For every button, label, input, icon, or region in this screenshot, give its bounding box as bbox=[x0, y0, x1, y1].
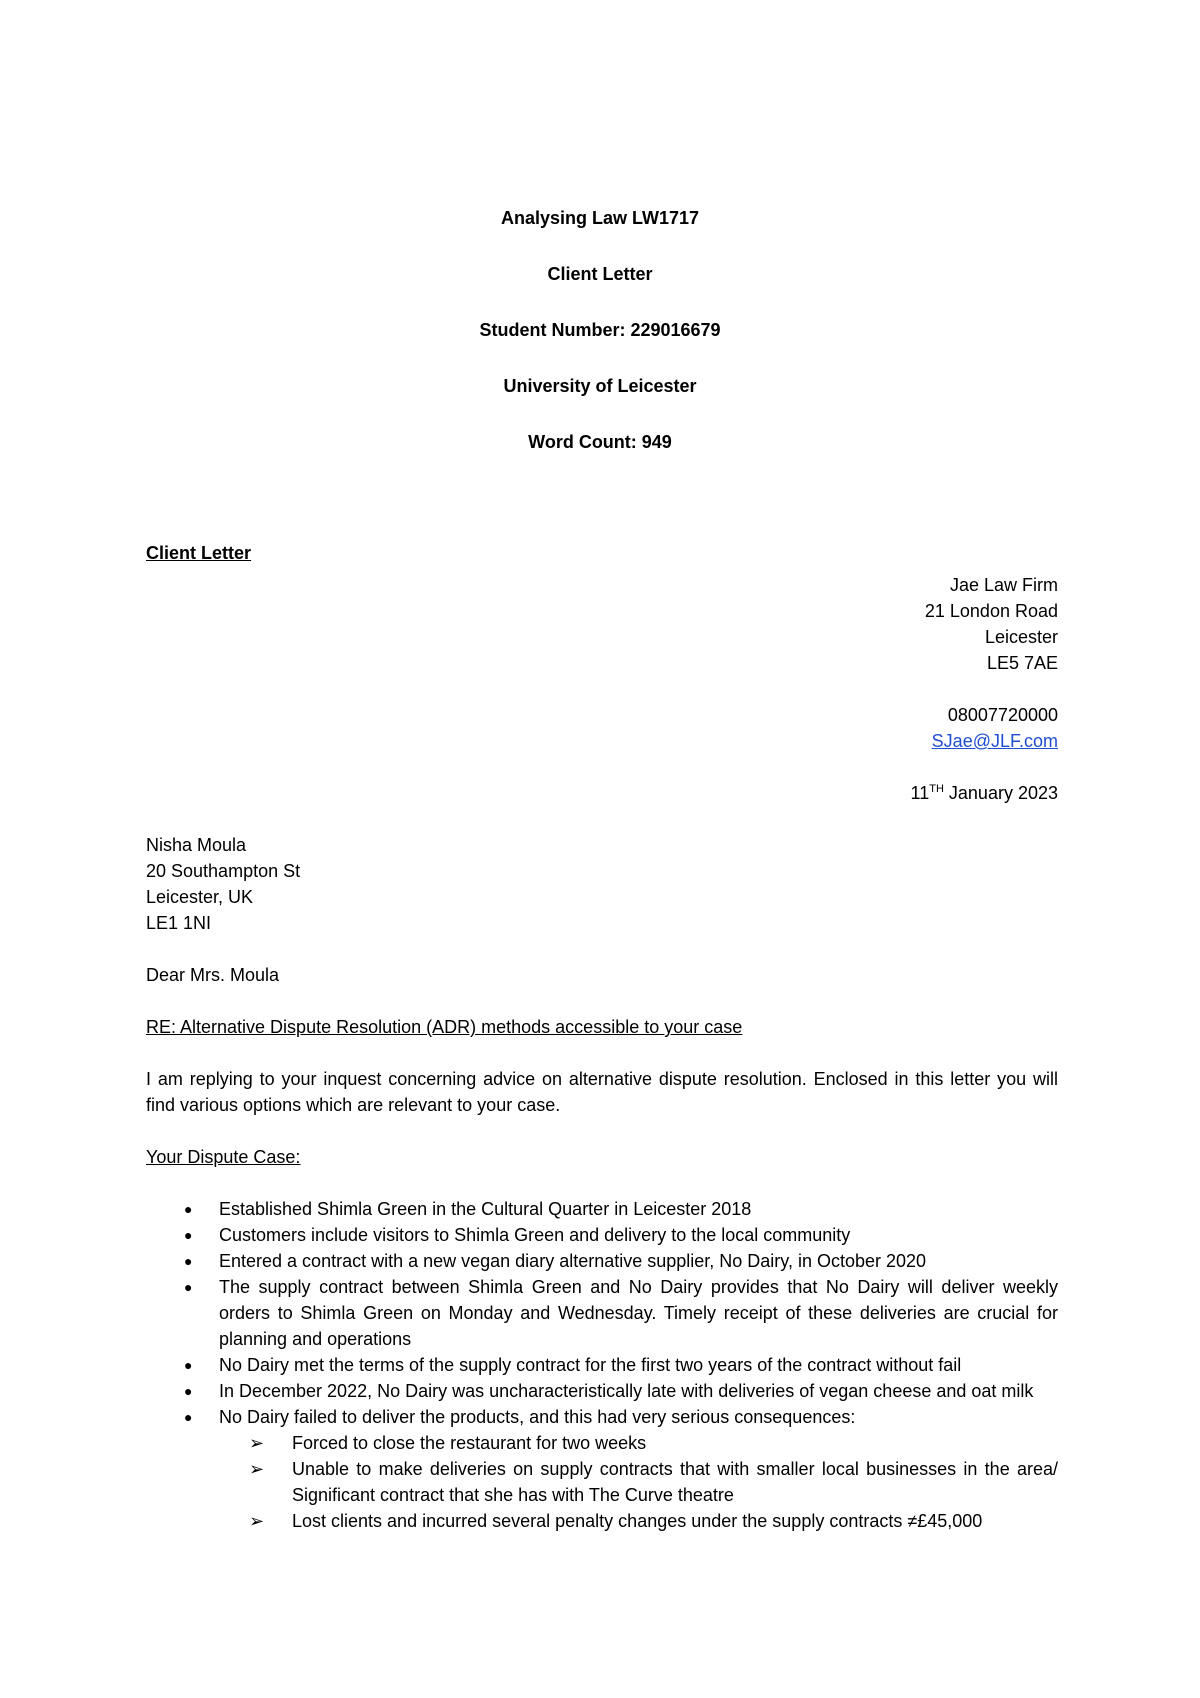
recipient-street: 20 Southampton St bbox=[146, 861, 301, 881]
salutation: Dear Mrs. Moula bbox=[146, 965, 280, 985]
sender-street: 21 London Road bbox=[924, 601, 1058, 621]
case-heading: Your Dispute Case: bbox=[146, 1147, 301, 1167]
sender-postcode: LE5 7AE bbox=[986, 653, 1058, 673]
recipient-city: Leicester, UK bbox=[146, 887, 254, 907]
arrow-bullet-icon: ➢ bbox=[249, 1433, 265, 1453]
list-item: ● No Dairy failed to deliver the products, and this had very serious consequences: ➢ Forced to close the restaurant for two weeks ➢ Unable to make deliveries on supply contracts that with smaller local businesses in the area/ Significant contract that she has with The Curve theatre ➢ Lost clients and incurred several penalty changes under the supply contracts ≠£45,000 bbox=[146, 1404, 1058, 1534]
university-name: University of Leicester bbox=[503, 376, 697, 396]
bullet-icon: ● bbox=[184, 1409, 193, 1425]
student-number: Student Number: 229016679 bbox=[479, 320, 721, 340]
cover-block bbox=[0, 205, 1200, 485]
date-suffix: TH bbox=[929, 783, 944, 795]
bullet-icon: ● bbox=[184, 1227, 193, 1243]
subject-line: RE: Alternative Dispute Resolution (ADR) methods accessible to your case bbox=[146, 1017, 743, 1037]
list-item: ● Entered a contract with a new vegan diary alternative supplier, No Dairy, in October 2020 bbox=[146, 1248, 1058, 1274]
sender-email-link[interactable]: SJae@JLF.com bbox=[931, 731, 1058, 751]
sender-phone: 08007720000 bbox=[947, 705, 1058, 725]
recipient-address bbox=[146, 832, 1058, 936]
arrow-bullet-icon: ➢ bbox=[249, 1511, 265, 1531]
list-item: ● Established Shimla Green in the Cultural Quarter in Leicester 2018 bbox=[146, 1196, 1058, 1222]
list-item: ● In December 2022, No Dairy was uncharacteristically late with deliveries of vegan cheese and oat milk bbox=[146, 1378, 1058, 1404]
sub-list-item: ➢ Forced to close the restaurant for two weeks bbox=[219, 1430, 1058, 1456]
bullet-icon: ● bbox=[184, 1383, 193, 1399]
list-item: ● Customers include visitors to Shimla Green and delivery to the local community bbox=[146, 1222, 1058, 1248]
intro-paragraph: I am replying to your inquest concerning advice on alternative dispute resolution. Enclosed in this letter you will find various options which are relevant to your case. bbox=[146, 1069, 1058, 1115]
sub-list-item: ➢ Lost clients and incurred several penalty changes under the supply contracts ≠£45,000 bbox=[219, 1508, 1058, 1534]
recipient-postcode: LE1 1NI bbox=[146, 913, 212, 933]
bullet-icon: ● bbox=[184, 1253, 193, 1269]
sub-list-item: ➢ Unable to make deliveries on supply contracts that with smaller local businesses in the area/ Significant contract that she has with The Curve theatre bbox=[219, 1456, 1058, 1508]
sender-city: Leicester bbox=[984, 627, 1058, 647]
list-item: ● The supply contract between Shimla Green and No Dairy provides that No Dairy will deliver weekly orders to Shimla Green on Monday and Wednesday. Timely receipt of these deliveries are crucial for planning and operations bbox=[146, 1274, 1058, 1352]
bullet-icon: ● bbox=[184, 1279, 193, 1295]
sender-firm: Jae Law Firm bbox=[949, 575, 1058, 595]
course-title: Analysing Law LW1717 bbox=[500, 208, 700, 228]
letter-heading: Client Letter bbox=[146, 543, 252, 563]
sender-address bbox=[146, 572, 1058, 806]
recipient-name: Nisha Moula bbox=[146, 835, 247, 855]
case-bullet-list bbox=[146, 1196, 1058, 1534]
bullet-icon: ● bbox=[184, 1201, 193, 1217]
word-count: Word Count: 949 bbox=[528, 432, 672, 452]
bullet-icon: ● bbox=[184, 1357, 193, 1373]
date-rest: January 2023 bbox=[943, 783, 1058, 803]
date-day: 11 bbox=[910, 783, 930, 803]
letter-body bbox=[146, 540, 1058, 1534]
letter-date bbox=[146, 780, 1058, 806]
list-item: ● No Dairy met the terms of the supply contract for the first two years of the contract without fail bbox=[146, 1352, 1058, 1378]
arrow-bullet-icon: ➢ bbox=[249, 1459, 265, 1479]
document-type: Client Letter bbox=[547, 264, 653, 284]
consequence-sub-list bbox=[219, 1430, 1058, 1534]
